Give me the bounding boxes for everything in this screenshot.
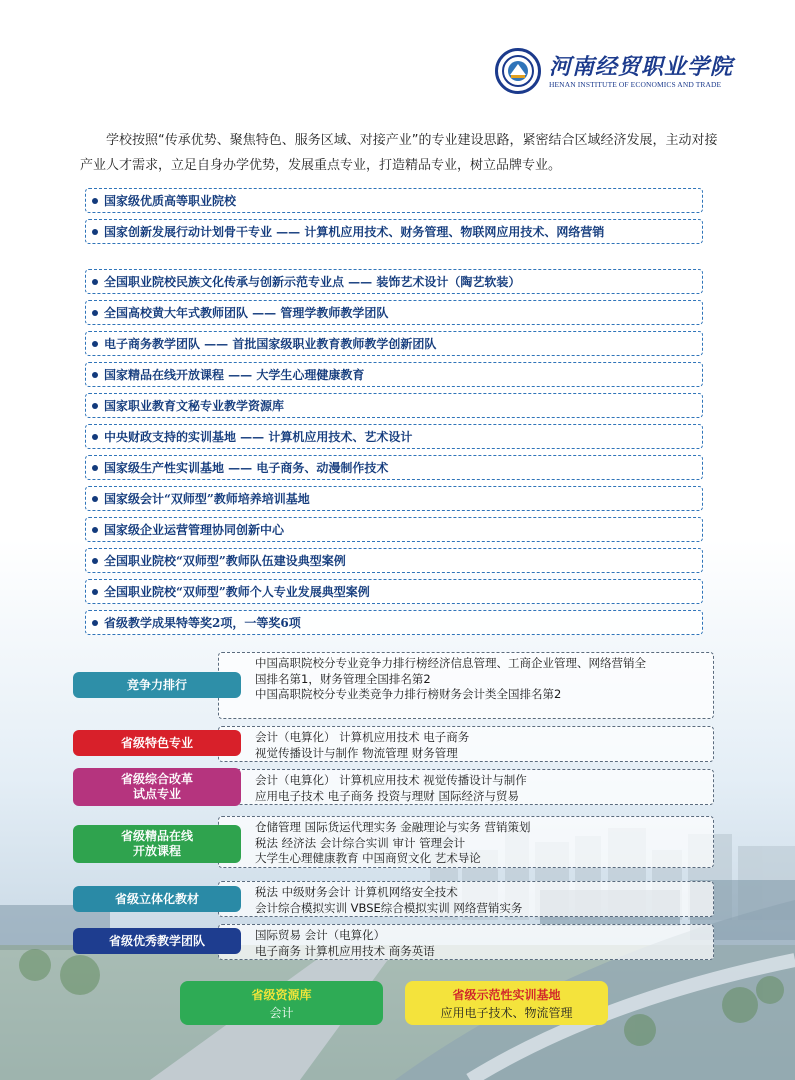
honor-item: 全国职业院校“双师型”教师队伍建设典型案例 [85, 548, 703, 573]
intro-paragraph: 学校按照“传承优势、聚焦特色、服务区域、对接产业”的专业建设思路，紧密结合区域经济发展，主动对接产业人才需求，立足自身办学优势，发展重点专业，打造精品专业，树立品牌专业。 [80, 133, 718, 173]
honor-item: 电子商务教学团队 —— 首批国家级职业教育教师教学创新团队 [85, 331, 703, 356]
category-tag-textbooks: 省级立体化教材 [73, 886, 241, 912]
category-tag-reform-majors: 省级综合改革 试点专业 [73, 768, 241, 806]
training-base-content: 应用电子技术、物流管理 [440, 1006, 573, 1020]
honor-item: 全国职业院校“双师型”教师个人专业发展典型案例 [85, 579, 703, 604]
category-line: 视觉传播设计与制作 物流管理 财务管理 [255, 745, 458, 760]
category-line: 大学生心理健康教育 中国商贸文化 艺术导论 [255, 851, 481, 865]
category-line: 税法 经济法 会计综合实训 审计 管理会计 [255, 835, 466, 850]
category-content-ranking [218, 652, 714, 719]
category-line: 国排名第1，财务管理全国排名第2 [255, 671, 431, 686]
category-line: 应用电子技术 电子商务 投资与理财 国际经济与贸易 [255, 788, 519, 803]
resource-library-content: 会计 [269, 1006, 294, 1020]
category-content-teaching-teams [218, 924, 714, 960]
category-content-featured-majors [218, 726, 714, 762]
category-content-reform-majors [218, 769, 714, 805]
category-line: 税法 中级财务会计 计算机网络安全技术 [255, 885, 458, 899]
honor-item: 中央财政支持的实训基地 —— 计算机应用技术、艺术设计 [85, 424, 703, 449]
resource-library-box [180, 981, 383, 1025]
honor-item: 国家级优质高等职业院校 [85, 188, 703, 213]
category-line: 中国高职院校分专业类竞争力排行榜财务会计类全国排名第2 [255, 687, 562, 701]
honor-item: 国家级会计“双师型”教师培养培训基地 [85, 486, 703, 511]
school-name-en: HENAN INSTITUTE OF ECONOMICS AND TRADE [548, 79, 722, 89]
category-line: 会计综合模拟实训 VBSE综合模拟实训 网络营销实务 [255, 900, 523, 915]
honor-item: 全国职业院校民族文化传承与创新示范专业点 —— 装饰艺术设计（陶艺软装） [85, 269, 703, 294]
category-content-online-courses [218, 816, 714, 868]
resource-library-title: 省级资源库 [251, 988, 312, 1002]
category-tag-ranking: 竞争力排行 [73, 672, 241, 698]
honor-item: 国家职业教育文秘专业教学资源库 [85, 393, 703, 418]
category-tag-featured-majors: 省级特色专业 [73, 730, 241, 756]
category-line: 电子商务 计算机应用技术 商务英语 [255, 943, 435, 958]
category-line: 国际贸易 会计（电算化） [255, 928, 386, 942]
category-content-textbooks [218, 881, 714, 917]
honor-item: 省级教学成果特等奖2项，一等奖6项 [85, 610, 703, 635]
category-line: 中国高职院校分专业竞争力排行榜经济信息管理、工商企业管理、网络营销全 [255, 656, 646, 670]
honor-item: 国家精品在线开放课程 —— 大学生心理健康教育 [85, 362, 703, 387]
category-tag-teaching-teams: 省级优秀教学团队 [73, 928, 241, 954]
category-line: 会计（电算化） 计算机应用技术 电子商务 [255, 730, 470, 744]
school-logo [495, 48, 733, 94]
category-line: 会计（电算化） 计算机应用技术 视觉传播设计与制作 [255, 773, 527, 787]
honor-item: 全国高校黄大年式教师团队 —— 管理学教师教学团队 [85, 300, 703, 325]
honor-item: 国家级企业运营管理协同创新中心 [85, 517, 703, 542]
honor-item: 国家创新发展行动计划骨干专业 —— 计算机应用技术、财务管理、物联网应用技术、网络营销 [85, 219, 703, 244]
school-emblem-icon [495, 48, 541, 94]
training-base-title: 省级示范性实训基地 [452, 988, 561, 1002]
category-tag-online-courses: 省级精品在线 开放课程 [73, 825, 241, 863]
category-line: 仓储管理 国际货运代理实务 金融理论与实务 营销策划 [255, 820, 531, 834]
honor-item: 国家级生产性实训基地 —— 电子商务、动漫制作技术 [85, 455, 703, 480]
school-name-cn: 河南经贸职业学院 [548, 53, 733, 80]
training-base-box [405, 981, 608, 1025]
